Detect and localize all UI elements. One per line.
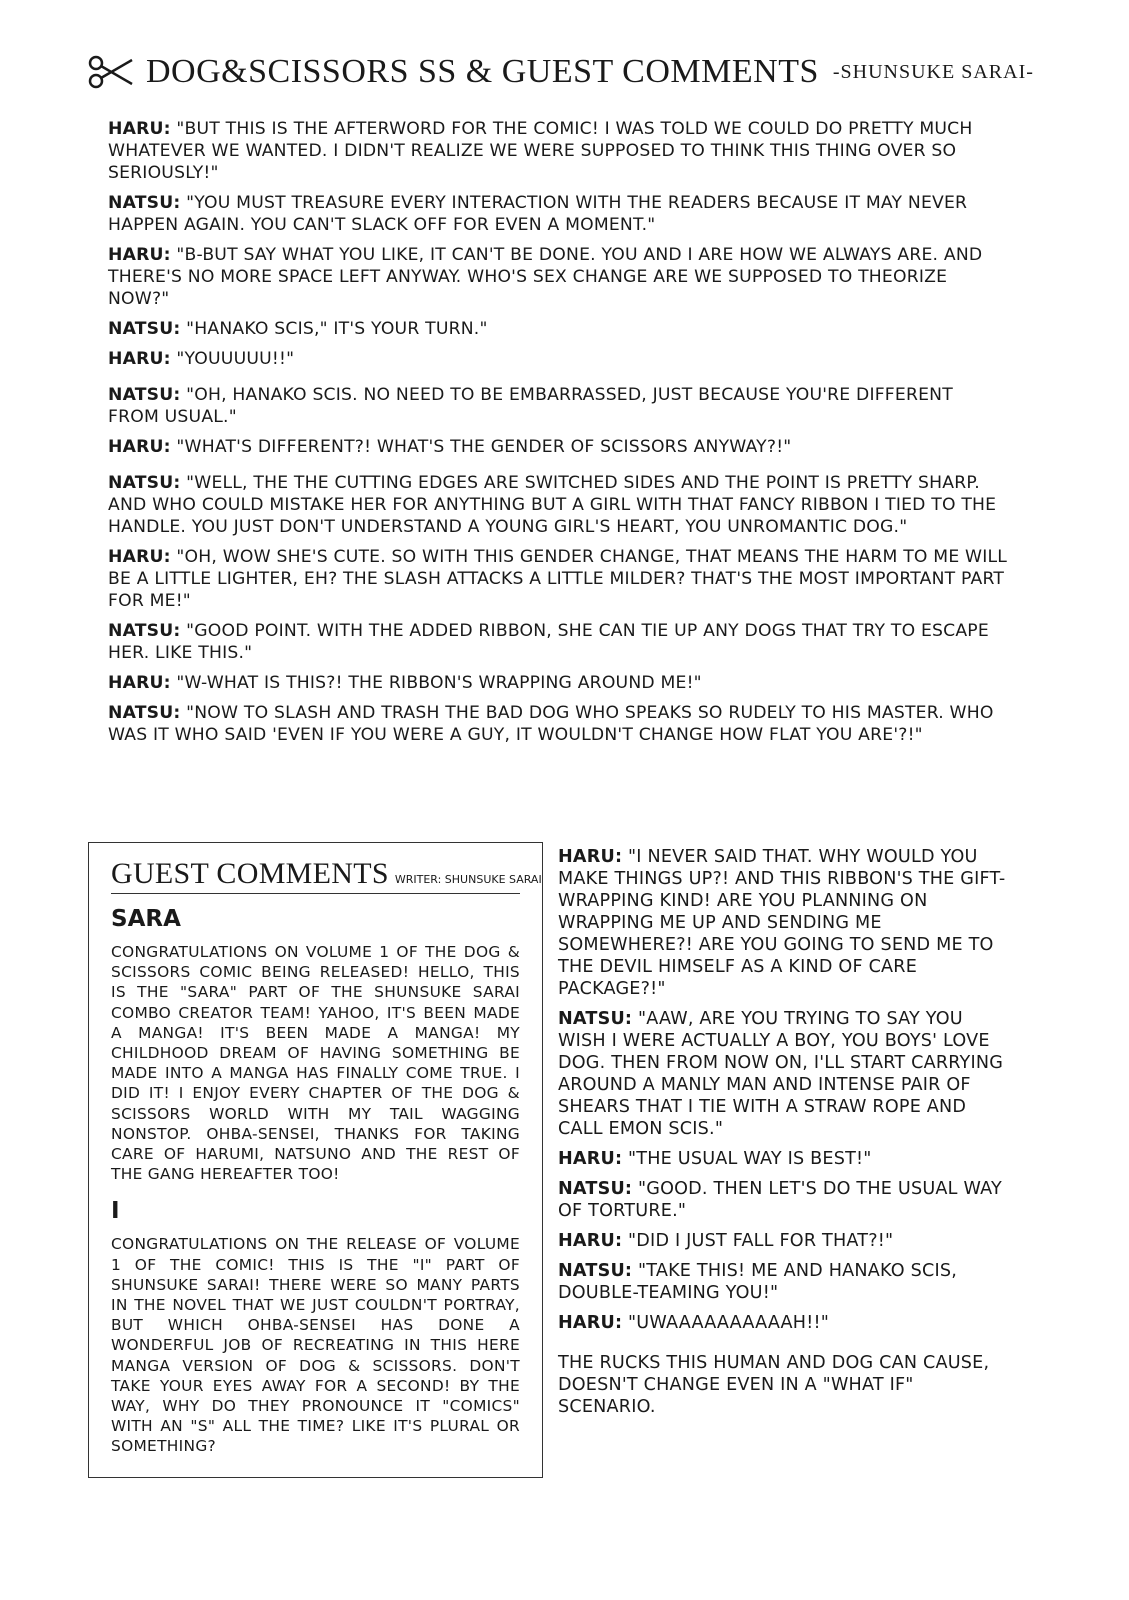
dialogue-line: HARU: "THE USUAL WAY IS BEST!"	[558, 1149, 872, 1169]
dialogue-line: HARU: "W-WHAT IS THIS?! THE RIBBON'S WRAPPING AROUND ME!"	[108, 673, 702, 693]
writer-credit: WRITER: SHUNSUKE SARAI	[394, 873, 542, 886]
dialogue-line: NATSU: "YOU MUST TREASURE EVERY INTERACTION WITH THE READERS BECAUSE IT MAY NEVER HAPPEN AGAIN. YOU CAN'T SLACK OFF FOR EVEN A MOMENT."	[108, 193, 968, 235]
closing-text: THE RUCKS THIS HUMAN AND DOG CAN CAUSE, DOESN'T CHANGE EVEN IN A "WHAT IF" SCENARIO.	[558, 1353, 990, 1417]
dialogue-line: HARU: "B-BUT SAY WHAT YOU LIKE, IT CAN'T BE DONE. YOU AND I ARE HOW WE ALWAYS ARE. AND THERE'S NO MORE SPACE LEFT ANYWAY. WHO'S SEX CHANGE ARE WE SUPPOSED TO THEORIZE NOW?"	[108, 245, 983, 309]
guest-comments-heading	[111, 857, 542, 894]
dialogue-line: HARU: "WHAT'S DIFFERENT?! WHAT'S THE GENDER OF SCISSORS ANYWAY?!"	[108, 437, 792, 457]
dialogue-line: HARU: "UWAAAAAAAAAAH!!"	[558, 1313, 830, 1333]
dialogue-top	[108, 118, 1008, 754]
dialogue-right	[558, 846, 1013, 1426]
guest-comments-title: GUEST COMMENTS	[111, 857, 389, 890]
dialogue-line: NATSU: "TAKE THIS! ME AND HANAKO SCIS, DOUBLE-TEAMING YOU!"	[558, 1261, 958, 1303]
page-subtitle: -SHUNSUKE SARAI-	[832, 60, 1034, 83]
dialogue-line: NATSU: "OH, HANAKO SCIS. NO NEED TO BE EMBARRASSED, JUST BECAUSE YOU'RE DIFFERENT FROM USUAL."	[108, 385, 953, 427]
i-heading: I	[111, 1198, 120, 1225]
dialogue-line: NATSU: "GOOD. THEN LET'S DO THE USUAL WAY OF TORTURE."	[558, 1179, 1002, 1221]
dialogue-line: HARU: "YOUUUUU!!"	[108, 349, 295, 369]
dialogue-line: NATSU: "NOW TO SLASH AND TRASH THE BAD DOG WHO SPEAKS SO RUDELY TO HIS MASTER. WHO WAS IT WHO SAID 'EVEN IF YOU WERE A GUY, IT WOULDN'T CHANGE HOW FLAT YOU ARE'?!"	[108, 703, 994, 745]
sara-heading: SARA	[111, 906, 181, 932]
i-comment: CONGRATULATIONS ON THE RELEASE OF VOLUME 1 OF THE COMIC! THIS IS THE "I" PART OF SHUNSUKE SARAI! THERE WERE SO MANY PARTS IN THE NOVEL THAT WE JUST COULDN'T PORTRAY, BUT WHICH OHBA-SENSEI HAS DONE A WONDERFUL JOB OF RECREATING IN THIS HERE MANGA VERSION OF DOG & SCISSORS. DON'T TAKE YOUR EYES AWAY FOR A SECOND! BY THE WAY, WHY DO THEY PRONOUNCE IT "COMICS" WITH AN "S" ALL THE TIME? LIKE IT'S PLURAL OR SOMETHING?	[111, 1235, 520, 1456]
page-header	[88, 52, 1048, 92]
dialogue-line: NATSU: "AAW, ARE YOU TRYING TO SAY YOU WISH I WERE ACTUALLY A BOY, YOU BOYS' LOVE DOG. THEN FROM NOW ON, I'LL START CARRYING AROUND A MANLY MAN AND INTENSE PAIR OF SHEARS THAT I TIE WITH A STRAW ROPE AND CALL EMON SCIS."	[558, 1009, 1004, 1139]
scissors-icon	[88, 54, 134, 90]
dialogue-line: HARU: "BUT THIS IS THE AFTERWORD FOR THE COMIC! I WAS TOLD WE COULD DO PRETTY MUCH WHATEVER WE WANTED. I DIDN'T REALIZE WE WERE SUPPOSED TO THINK THIS THING OVER SO SERIOUSLY!"	[108, 119, 973, 183]
dialogue-line: HARU: "OH, WOW SHE'S CUTE. SO WITH THIS GENDER CHANGE, THAT MEANS THE HARM TO ME WILL BE A LITTLE LIGHTER, EH? THE SLASH ATTACKS A LITTLE MILDER? THAT'S THE MOST IMPORTANT PART FOR ME!"	[108, 547, 1008, 611]
dialogue-line: NATSU: "GOOD POINT. WITH THE ADDED RIBBON, SHE CAN TIE UP ANY DOGS THAT TRY TO ESCAPE HER. LIKE THIS."	[108, 621, 989, 663]
dialogue-line: HARU: "DID I JUST FALL FOR THAT?!"	[558, 1231, 894, 1251]
guest-comments-box	[88, 842, 543, 1478]
dialogue-line: NATSU: "HANAKO SCIS," IT'S YOUR TURN."	[108, 319, 488, 339]
dialogue-line: HARU: "I NEVER SAID THAT. WHY WOULD YOU MAKE THINGS UP?! AND THIS RIBBON'S THE GIFT-WRAPPING KIND! ARE YOU PLANNING ON WRAPPING ME UP AND SENDING ME SOMEWHERE?! ARE YOU GOING TO SEND ME TO THE DEVIL HIMSELF AS A KIND OF CARE PACKAGE?!"	[558, 847, 1006, 999]
page-title: DOG&SCISSORS SS & GUEST COMMENTS	[146, 53, 819, 90]
dialogue-line: NATSU: "WELL, THE THE CUTTING EDGES ARE SWITCHED SIDES AND THE POINT IS PRETTY SHARP. AND WHO COULD MISTAKE HER FOR ANYTHING BUT A GIRL WITH THAT FANCY RIBBON I TIED TO THE HANDLE. YOU JUST DON'T UNDERSTAND A YOUNG GIRL'S HEART, YOU UNROMANTIC DOG."	[108, 473, 997, 537]
sara-comment: CONGRATULATIONS ON VOLUME 1 OF THE DOG & SCISSORS COMIC BEING RELEASED! HELLO, THIS IS THE "SARA" PART OF THE SHUNSUKE SARAI COMBO CREATOR TEAM! YAHOO, IT'S BEEN MADE A MANGA! IT'S BEEN MADE A MANGA! MY CHILDHOOD DREAM OF HAVING SOMETHING BE MADE INTO A MANGA HAS FINALLY COME TRUE. I DID IT! I ENJOY EVERY CHAPTER OF THE DOG & SCISSORS WORLD WITH MY TAIL WAGGING NONSTOP. OHBA-SENSEI, THANKS FOR TAKING CARE OF HARUMI, NATSUNO AND THE REST OF THE GANG HEREAFTER TOO!	[111, 943, 520, 1184]
